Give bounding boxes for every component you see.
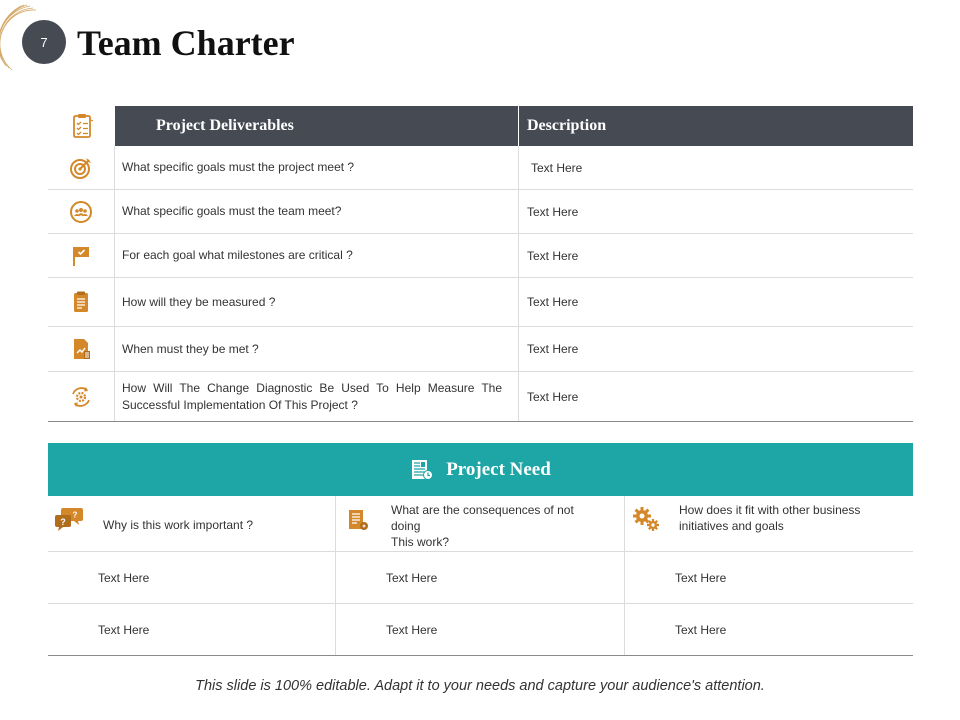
team-circle-icon [69,200,93,224]
clipboard-checklist-icon [71,113,95,139]
deliverable-description: Text Here [527,342,579,356]
deliverable-question: What specific goals must the team meet? [122,204,342,219]
deliverable-question: How Will The Change Diagnostic Be Used To Help Measure The Successful Implementation Of This Project ? [122,381,502,412]
deliverable-description: Text Here [527,389,579,404]
deliverable-question: When must they be met ? [122,341,259,356]
need-question: Why is this work important ? [103,518,254,532]
svg-text:?: ? [72,510,78,520]
table-row [48,552,913,604]
page-number-badge: 7 [22,20,66,64]
slide-title: Team Charter [77,23,295,63]
question-chat-icon [54,506,84,532]
deliverables-table [48,106,913,422]
deliverable-description: Text Here [527,204,579,219]
need-cell-text: Text Here [675,570,727,585]
footer-note: This slide is 100% editable. Adapt it to your needs and capture your audience's attention. [195,678,765,694]
need-cell-text: Text Here [386,570,438,585]
project-need-title: Project Need [446,458,551,480]
table-row [48,372,913,422]
need-cell-text: Text Here [98,570,150,585]
gears-icon [631,506,661,532]
column-header-description: Description [527,117,607,134]
column-header-deliverables: Project Deliverables [156,117,294,134]
need-question: How does it fit with other business initiatives and goals [679,503,861,534]
clipboard-icon [69,290,93,314]
table-row [48,327,913,372]
flag-check-icon [69,244,93,268]
need-cell-text: Text Here [386,622,438,637]
target-icon [69,156,93,180]
svg-text:?: ? [60,517,66,527]
table-row [48,234,913,278]
project-need-table [48,443,913,656]
deliverable-question: How will they be measured ? [122,294,276,309]
table-row [48,146,913,190]
report-document-icon [410,458,434,482]
deliverable-description: Text Here [527,248,579,263]
need-cell-text: Text Here [98,622,150,637]
need-question: What are the consequences of not doing This work? [391,503,574,550]
deliverable-question: For each goal what milestones are critical ? [122,248,353,263]
table-row [48,496,913,552]
deliverables-header [48,106,913,146]
table-row [48,278,913,327]
project-need-header [48,443,913,496]
document-chart-icon [69,337,93,361]
deliverable-question: What specific goals must the project meet ? [122,160,355,175]
table-row [48,604,913,656]
deliverable-description: Text Here [527,295,579,309]
deliverable-description: Text Here [531,160,583,175]
cycle-gear-icon [69,385,93,409]
document-list-icon [346,508,370,532]
table-row [48,190,913,234]
need-cell-text: Text Here [675,622,727,637]
